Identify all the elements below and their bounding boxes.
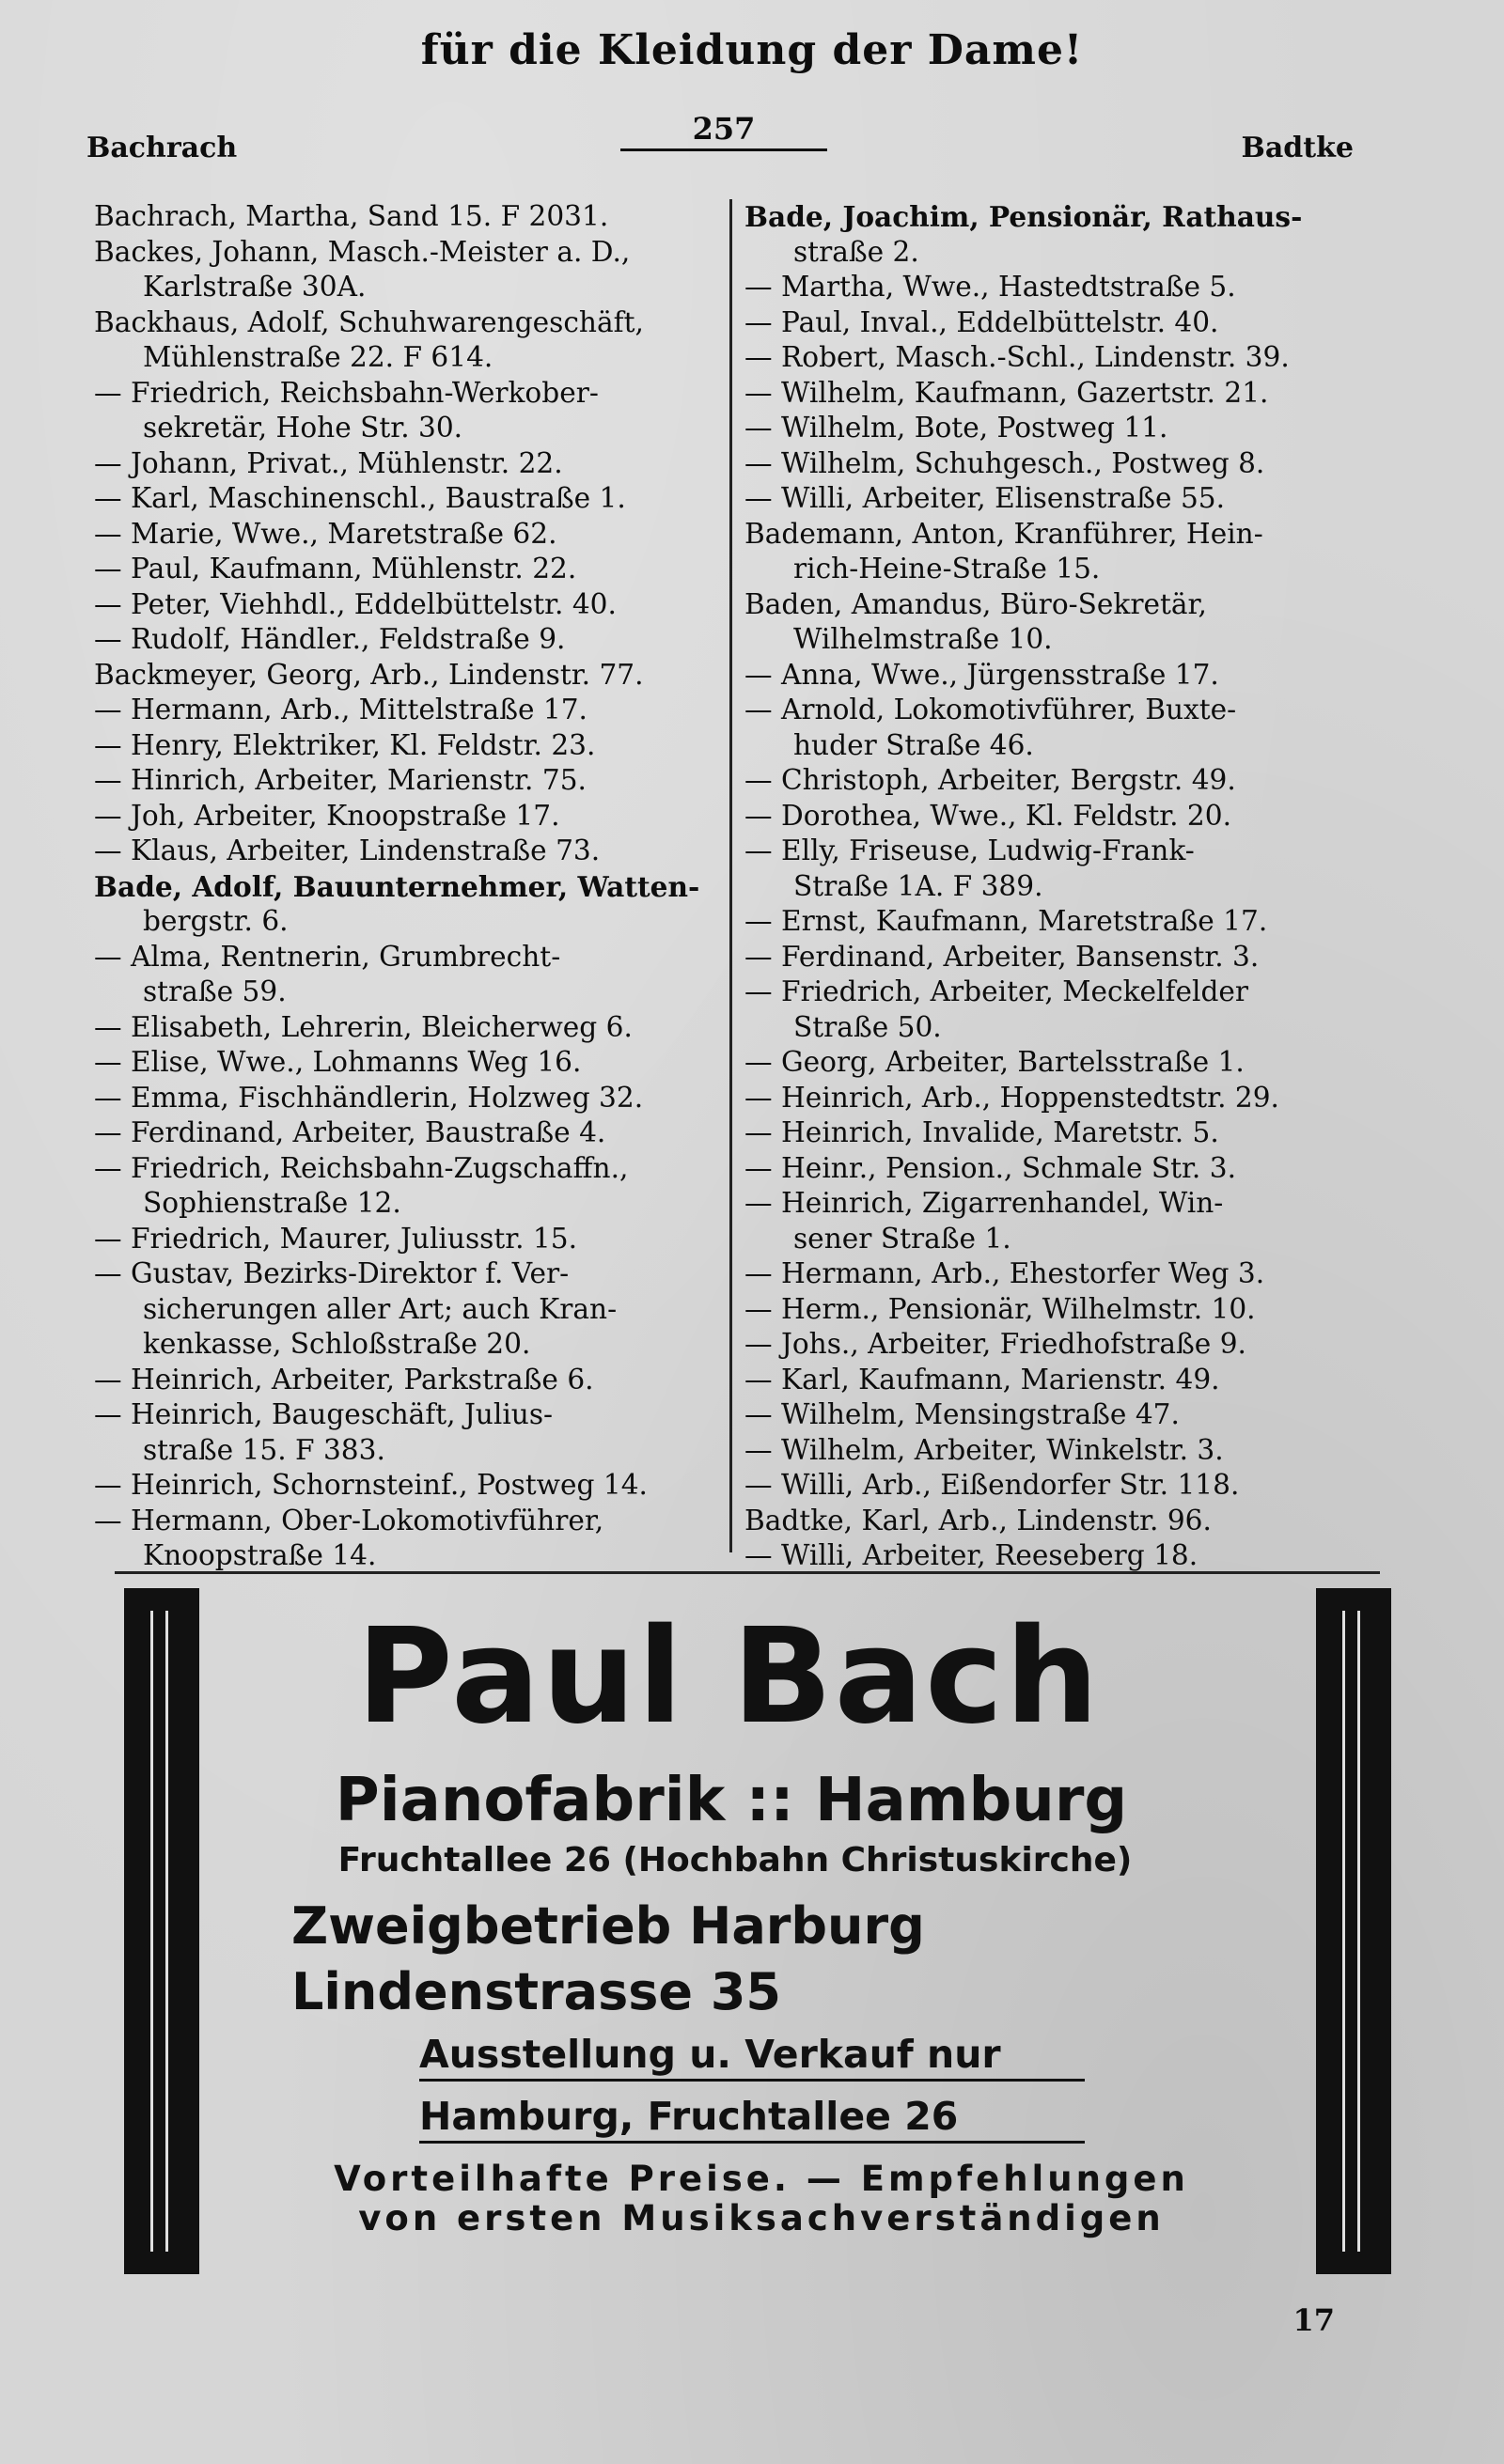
directory-entry-line: — Dorothea, Wwe., Kl. Feldstr. 20. xyxy=(744,799,1231,832)
directory-entry-line: — Ferdinand, Arbeiter, Baustraße 4. xyxy=(94,1116,606,1148)
directory-entry-line: Knoopstraße 14. xyxy=(143,1539,377,1571)
directory-entry-line: Bade, Adolf, Bauunternehmer, Watten- xyxy=(94,869,700,903)
directory-entry-line: — Friedrich, Reichsbahn-Werkober- xyxy=(94,376,599,409)
directory-entry-line: sener Straße 1. xyxy=(793,1222,1011,1255)
directory-entry-line: Straße 50. xyxy=(793,1010,942,1043)
ad-subtitle: Pianofabrik :: Hamburg xyxy=(335,1766,1128,1835)
directory-entry-line: straße 15. F 383. xyxy=(143,1433,385,1466)
directory-entry-line: — Willi, Arbeiter, Elisenstraße 55. xyxy=(744,482,1226,514)
directory-entry-line: — Martha, Wwe., Hastedtstraße 5. xyxy=(744,271,1236,303)
directory-entry-line: Bade, Joachim, Pensionär, Rathaus- xyxy=(744,200,1303,233)
directory-entry-line: Bademann, Anton, Kranführer, Hein- xyxy=(744,517,1263,550)
directory-entry-line: — Arnold, Lokomotivführer, Buxte- xyxy=(744,694,1237,725)
right-column xyxy=(744,199,1380,1574)
directory-entry-line: — Hermann, Arb., Mittelstraße 17. xyxy=(94,694,588,725)
directory-entry-line: — Friedrich, Arbeiter, Meckelfelder xyxy=(744,975,1249,1007)
directory-entry-line: — Elly, Friseuse, Ludwig-Frank- xyxy=(744,834,1195,866)
directory-entry-line: Sophienstraße 12. xyxy=(143,1187,401,1219)
directory-entry-line: — Ferdinand, Arbeiter, Bansenstr. 3. xyxy=(744,940,1260,973)
directory-entry-line: huder Straße 46. xyxy=(793,728,1034,761)
directory-entry-line: straße 2. xyxy=(793,235,919,268)
ad-exhibition-location: Hamburg, Fruchtallee 26 xyxy=(419,2092,1085,2144)
directory-entry-line: — Johann, Privat., Mühlenstr. 22. xyxy=(94,446,563,479)
directory-entry-line: — Wilhelm, Bote, Postweg 11. xyxy=(744,412,1168,444)
directory-entry-line: — Willi, Arbeiter, Reeseberg 18. xyxy=(744,1539,1198,1571)
directory-entry-line: — Ernst, Kaufmann, Maretstraße 17. xyxy=(744,905,1268,937)
directory-entry-line: — Elise, Wwe., Lohmanns Weg 16. xyxy=(94,1046,582,1078)
ad-exhibition: Ausstellung u. Verkauf nur xyxy=(419,2030,1085,2082)
directory-entry-line: Badtke, Karl, Arb., Lindenstr. 96. xyxy=(744,1504,1212,1536)
advertisement xyxy=(113,1588,1391,2284)
directory-entry-line: — Johs., Arbeiter, Friedhofstraße 9. xyxy=(744,1328,1246,1360)
ad-border-left xyxy=(124,1588,199,2274)
directory-entry-line: — Heinrich, Zigarrenhandel, Win- xyxy=(744,1187,1224,1219)
running-head-right: Badtke xyxy=(1241,132,1354,164)
directory-entry-line: — Heinrich, Arbeiter, Parkstraße 6. xyxy=(94,1363,594,1396)
directory-entry-line: — Georg, Arbeiter, Bartelsstraße 1. xyxy=(744,1046,1245,1078)
ad-branch: Zweigbetrieb Harburg xyxy=(291,1896,925,1956)
directory-entry-line: — Karl, Maschinenschl., Baustraße 1. xyxy=(94,482,626,514)
column-divider xyxy=(729,199,732,1552)
directory-entry-line: — Heinrich, Schornsteinf., Postweg 14. xyxy=(94,1469,648,1501)
directory-entry-line: — Wilhelm, Schuhgesch., Postweg 8. xyxy=(744,446,1265,479)
directory-entry-line: — Heinrich, Invalide, Maretstr. 5. xyxy=(744,1116,1219,1148)
directory-entry-line: — Heinr., Pension., Schmale Str. 3. xyxy=(744,1151,1236,1184)
directory-entry-line: — Robert, Masch.-Schl., Lindenstr. 39. xyxy=(744,341,1290,373)
directory-entry-line: — Alma, Rentnerin, Grumbrecht- xyxy=(94,940,561,973)
directory-entry-line: — Heinrich, Baugeschäft, Julius- xyxy=(94,1398,554,1430)
directory-entry-line: — Hermann, Arb., Ehestorfer Weg 3. xyxy=(744,1257,1265,1289)
directory-entry-line: Straße 1A. F 389. xyxy=(793,869,1043,902)
directory-entry-line: — Peter, Viehhdl., Eddelbüttelstr. 40. xyxy=(94,587,617,620)
directory-entry-line: Karlstraße 30A. xyxy=(143,271,367,303)
directory-entry-line: Backhaus, Adolf, Schuhwarengeschäft, xyxy=(94,305,644,338)
section-divider xyxy=(115,1571,1380,1574)
left-column xyxy=(94,199,720,1574)
page-number: 257 xyxy=(620,111,827,151)
directory-entry-line: — Klaus, Arbeiter, Lindenstraße 73. xyxy=(94,834,601,866)
top-banner: für die Kleidung der Dame! xyxy=(420,26,1084,74)
directory-entry-line: — Paul, Kaufmann, Mühlenstr. 22. xyxy=(94,553,577,585)
directory-entry-line: sekretär, Hohe Str. 30. xyxy=(143,412,463,444)
ad-address: Fruchtallee 26 (Hochbahn Christuskirche) xyxy=(337,1841,1133,1879)
directory-entry-line: — Anna, Wwe., Jürgensstraße 17. xyxy=(744,658,1219,691)
running-head-left: Bachrach xyxy=(86,132,238,164)
directory-entry-line: — Joh, Arbeiter, Knoopstraße 17. xyxy=(94,799,560,832)
directory-entry-line: — Gustav, Bezirks-Direktor f. Ver- xyxy=(94,1257,570,1289)
ad-title: Paul Bach xyxy=(356,1600,1101,1754)
directory-entry-line: Bachrach, Martha, Sand 15. F 2031. xyxy=(94,200,609,232)
ad-border-right xyxy=(1316,1588,1391,2274)
directory-entry-line: — Wilhelm, Mensingstraße 47. xyxy=(744,1398,1180,1430)
directory-entry-line: — Heinrich, Arb., Hoppenstedtstr. 29. xyxy=(744,1081,1279,1114)
directory-entry-line: Mühlenstraße 22. F 614. xyxy=(143,341,494,373)
directory-entry-line: rich-Heine-Straße 15. xyxy=(793,553,1101,585)
directory-entry-line: sicherungen aller Art; auch Kran- xyxy=(143,1292,618,1325)
directory-entry-line: Wilhelmstraße 10. xyxy=(793,623,1053,655)
directory-entry-line: — Paul, Inval., Eddelbüttelstr. 40. xyxy=(744,305,1219,338)
footer-number: 17 xyxy=(1292,2302,1335,2338)
directory-entry-line: — Karl, Kaufmann, Marienstr. 49. xyxy=(744,1363,1220,1396)
directory-entry-line: — Elisabeth, Lehrerin, Bleicherweg 6. xyxy=(94,1010,633,1043)
directory-entry-line: — Willi, Arb., Eißendorfer Str. 118. xyxy=(744,1469,1240,1501)
directory-entry-line: — Christoph, Arbeiter, Bergstr. 49. xyxy=(744,764,1236,796)
directory-entry-line: — Friedrich, Maurer, Juliusstr. 15. xyxy=(94,1222,577,1255)
directory-entry-line: — Herm., Pensionär, Wilhelmstr. 10. xyxy=(744,1292,1256,1325)
directory-entry-line: — Wilhelm, Arbeiter, Winkelstr. 3. xyxy=(744,1433,1224,1466)
directory-entry-line: — Marie, Wwe., Maretstraße 62. xyxy=(94,517,557,550)
directory-entry-line: Baden, Amandus, Büro-Sekretär, xyxy=(744,587,1207,620)
directory-entry-line: — Rudolf, Händler., Feldstraße 9. xyxy=(94,623,566,655)
ad-note-line-2: von ersten Musiksachverständigen xyxy=(358,2198,1165,2238)
directory-entry-line: — Hinrich, Arbeiter, Marienstr. 75. xyxy=(94,764,587,796)
directory-entry-line: Backmeyer, Georg, Arb., Lindenstr. 77. xyxy=(94,658,644,691)
ad-branch-street: Lindenstrasse 35 xyxy=(291,1962,781,2021)
ad-note-line-1: Vorteilhafte Preise. — Empfehlungen xyxy=(334,2159,1189,2199)
directory-entry-line: — Hermann, Ober-Lokomotivführer, xyxy=(94,1504,604,1536)
directory-entry-line: Backes, Johann, Masch.-Meister a. D., xyxy=(94,235,631,268)
directory-entry-line: — Wilhelm, Kaufmann, Gazertstr. 21. xyxy=(744,376,1269,409)
directory-entry-line: — Henry, Elektriker, Kl. Feldstr. 23. xyxy=(94,728,596,761)
directory-entry-line: — Emma, Fischhändlerin, Holzweg 32. xyxy=(94,1081,644,1114)
directory-entry-line: — Friedrich, Reichsbahn-Zugschaffn., xyxy=(94,1151,629,1184)
directory-entry-line: straße 59. xyxy=(143,975,287,1007)
directory-entry-line: kenkasse, Schloßstraße 20. xyxy=(143,1328,531,1360)
directory-entry-line: bergstr. 6. xyxy=(143,905,289,937)
